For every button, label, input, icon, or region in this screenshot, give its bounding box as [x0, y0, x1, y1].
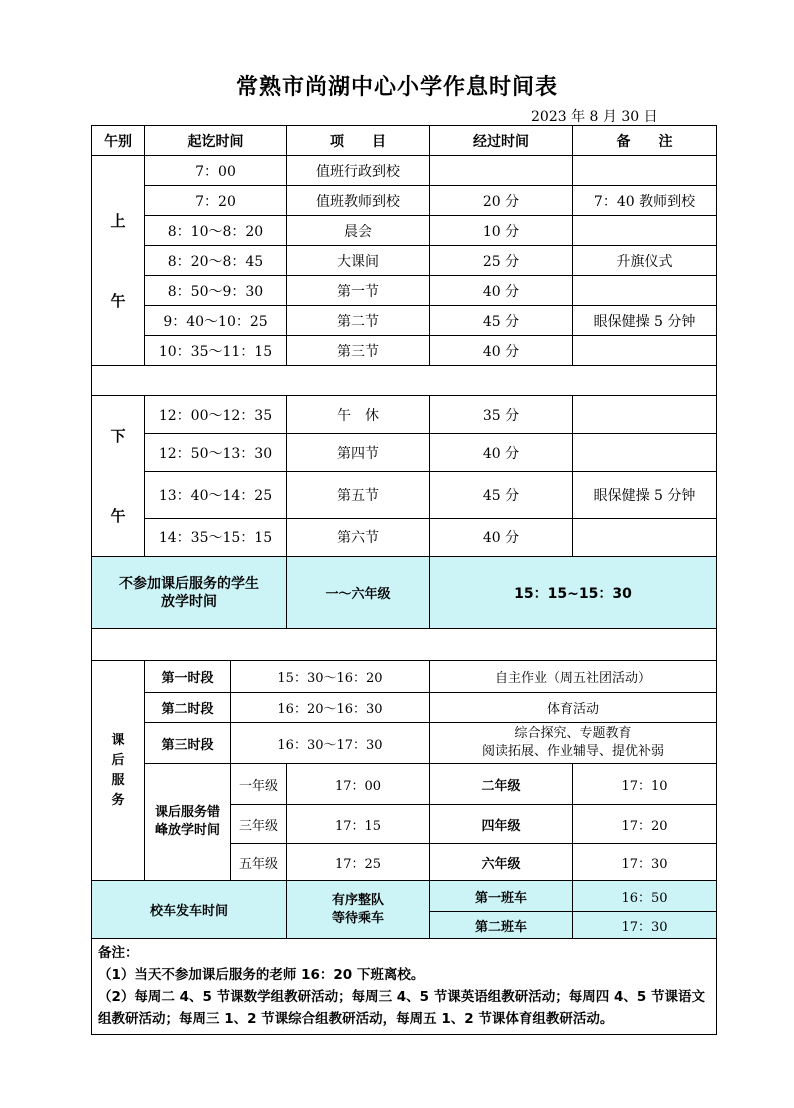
session-name: 第一时段: [145, 661, 231, 693]
grade-cell: 六年级: [430, 844, 573, 881]
notes-row: [92, 939, 717, 1035]
note-item: （1）当天不参加课后服务的老师 16：20 下班离校。: [98, 967, 425, 983]
table-row: [92, 186, 717, 216]
duration-cell: 25 分: [430, 246, 573, 276]
session-row: [92, 723, 717, 764]
dismissal-time: 15：15~15：30: [430, 557, 717, 629]
grade-time-cell: 17：30: [573, 844, 717, 881]
duration-cell: 20 分: [430, 186, 573, 216]
table-row: [92, 434, 717, 472]
spacer-row: [92, 629, 717, 661]
session-row: [92, 661, 717, 693]
time-cell: 8：20～8：45: [145, 246, 287, 276]
table-row: [92, 518, 717, 556]
duration-cell: 40 分: [430, 276, 573, 306]
note-cell: 眼保健操 5 分钟: [573, 306, 717, 336]
time-cell: 14：35～15：15: [145, 518, 287, 556]
table-row: [92, 156, 717, 186]
note-cell: [573, 396, 717, 434]
grade-cell: 四年级: [430, 805, 573, 844]
session-time: 16：20～16：30: [231, 693, 430, 723]
note-item: （2）每周二 4、5 节课数学组教研活动；每周三 4、5 节课英语组教研活动；每周四 4、5 节课语文组教研活动；每周三 1、2 节课综合组教研活动，每周五 1、2 节课体育组教研活动。: [98, 989, 705, 1027]
duration-cell: 35 分: [430, 396, 573, 434]
dismissal-grades: 一～六年级: [287, 557, 430, 629]
bus-queue-note: 有序整队 等待乘车: [287, 881, 430, 939]
grade-cell: 五年级: [231, 844, 287, 881]
item-cell: 第三节: [287, 336, 430, 366]
header-time: 起讫时间: [145, 126, 287, 156]
note-cell: [573, 216, 717, 246]
note-cell: [573, 336, 717, 366]
duration-cell: [430, 156, 573, 186]
item-cell: 第一节: [287, 276, 430, 306]
time-cell: 8：10～8：20: [145, 216, 287, 246]
time-cell: 13：40～14：25: [145, 472, 287, 519]
duration-cell: 40 分: [430, 336, 573, 366]
item-cell: 第五节: [287, 472, 430, 519]
notes-block: [92, 939, 717, 1035]
table-row: [92, 276, 717, 306]
item-cell: 第六节: [287, 518, 430, 556]
bus-run-time: 17：30: [573, 912, 717, 939]
morning-label: 上 午: [92, 156, 145, 366]
session-row: [92, 693, 717, 723]
dismissal-label: 不参加课后服务的学生 放学时间: [92, 557, 287, 629]
time-cell: 10：35～11：15: [145, 336, 287, 366]
bus-run-name: 第二班车: [430, 912, 573, 939]
note-cell: [573, 156, 717, 186]
grade-cell: 一年级: [231, 764, 287, 805]
time-cell: 7：00: [145, 156, 287, 186]
session-content: 体育活动: [430, 693, 717, 723]
note-cell: 7：40 教师到校: [573, 186, 717, 216]
time-cell: 9：40～10：25: [145, 306, 287, 336]
time-cell: 8：50～9：30: [145, 276, 287, 306]
header-row: [92, 126, 717, 156]
grade-time-cell: 17：25: [287, 844, 430, 881]
page-title: 常熟市尚湖中心小学作息时间表: [235, 75, 558, 100]
grade-time-cell: 17：10: [573, 764, 717, 805]
grade-time-cell: 17：15: [287, 805, 430, 844]
note-cell: 眼保健操 5 分钟: [573, 472, 717, 519]
table-row: [92, 216, 717, 246]
note-cell: [573, 434, 717, 472]
after-school-label: 课 后 服 务: [92, 661, 145, 881]
time-cell: 12：00～12：35: [145, 396, 287, 434]
duration-cell: 40 分: [430, 434, 573, 472]
bus-row: [92, 881, 717, 912]
notes-heading: 备注：: [98, 945, 139, 961]
session-content: 综合探究、专题教育 阅读拓展、作业辅导、提优补弱: [430, 723, 717, 764]
bus-run-name: 第一班车: [430, 881, 573, 912]
spacer-row: [92, 366, 717, 396]
document-date: 2023 年 8 月 30 日: [531, 109, 658, 125]
time-cell: 12：50～13：30: [145, 434, 287, 472]
staggered-label: 课后服务错 峰放学时间: [145, 764, 231, 881]
note-cell: [573, 276, 717, 306]
item-cell: 第四节: [287, 434, 430, 472]
item-cell: 午 休: [287, 396, 430, 434]
item-cell: 大课间: [287, 246, 430, 276]
bus-label: 校车发车时间: [92, 881, 287, 939]
session-time: 16：30～17：30: [231, 723, 430, 764]
staggered-row: [92, 764, 717, 805]
table-row: [92, 306, 717, 336]
item-cell: 值班行政到校: [287, 156, 430, 186]
item-cell: 值班教师到校: [287, 186, 430, 216]
grade-time-cell: 17：20: [573, 805, 717, 844]
session-content: 自主作业（周五社团活动）: [430, 661, 717, 693]
table-row: [92, 396, 717, 434]
item-cell: 第二节: [287, 306, 430, 336]
table-row: [92, 336, 717, 366]
session-name: 第二时段: [145, 693, 231, 723]
note-cell: [573, 518, 717, 556]
schedule-table: [91, 125, 717, 1035]
table-row: [92, 472, 717, 519]
dismissal-row: [92, 557, 717, 629]
header-item: 项 目: [287, 126, 430, 156]
bus-run-time: 16：50: [573, 881, 717, 912]
session-name: 第三时段: [145, 723, 231, 764]
grade-cell: 二年级: [430, 764, 573, 805]
note-cell: 升旗仪式: [573, 246, 717, 276]
table-row: [92, 246, 717, 276]
header-duration: 经过时间: [430, 126, 573, 156]
afternoon-label: 下 午: [92, 396, 145, 557]
grade-time-cell: 17：00: [287, 764, 430, 805]
grade-cell: 三年级: [231, 805, 287, 844]
duration-cell: 45 分: [430, 472, 573, 519]
duration-cell: 40 分: [430, 518, 573, 556]
item-cell: 晨会: [287, 216, 430, 246]
header-note: 备 注: [573, 126, 717, 156]
duration-cell: 45 分: [430, 306, 573, 336]
session-time: 15：30～16：20: [231, 661, 430, 693]
duration-cell: 10 分: [430, 216, 573, 246]
time-cell: 7：20: [145, 186, 287, 216]
header-period: 午别: [92, 126, 145, 156]
